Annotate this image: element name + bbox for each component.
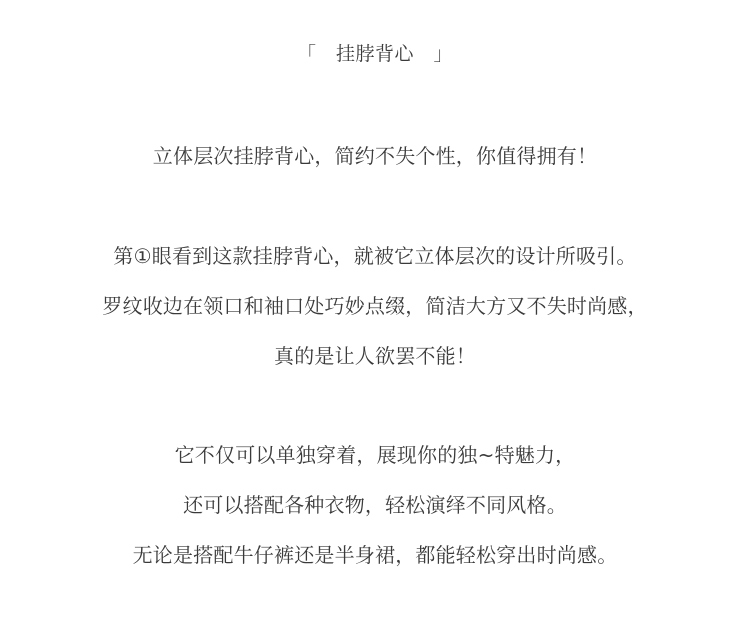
paragraph1-line1: 第①眼看到这款挂脖背心，就被它立体层次的设计所吸引。 — [113, 244, 637, 268]
document-title: 「 挂脖背心 」 — [296, 43, 453, 65]
tagline: 立体层次挂脖背心，简约不失个性，你值得拥有！ — [152, 144, 598, 168]
paragraph2-line1: 它不仅可以单独穿着，展现你的独~特魅力， — [174, 443, 576, 467]
paragraph1-line2: 罗纹收边在领口和袖口处巧妙点缀，简洁大方又不失时尚感， — [102, 294, 648, 318]
paragraph2-line2: 还可以搭配各种衣物，轻松演绎不同风格。 — [183, 493, 567, 517]
paragraph1-line3: 真的是让人欲罢不能！ — [274, 344, 476, 368]
paragraph2-line3: 无论是搭配牛仔裤还是半身裙，都能轻松穿出时尚感。 — [132, 543, 618, 567]
